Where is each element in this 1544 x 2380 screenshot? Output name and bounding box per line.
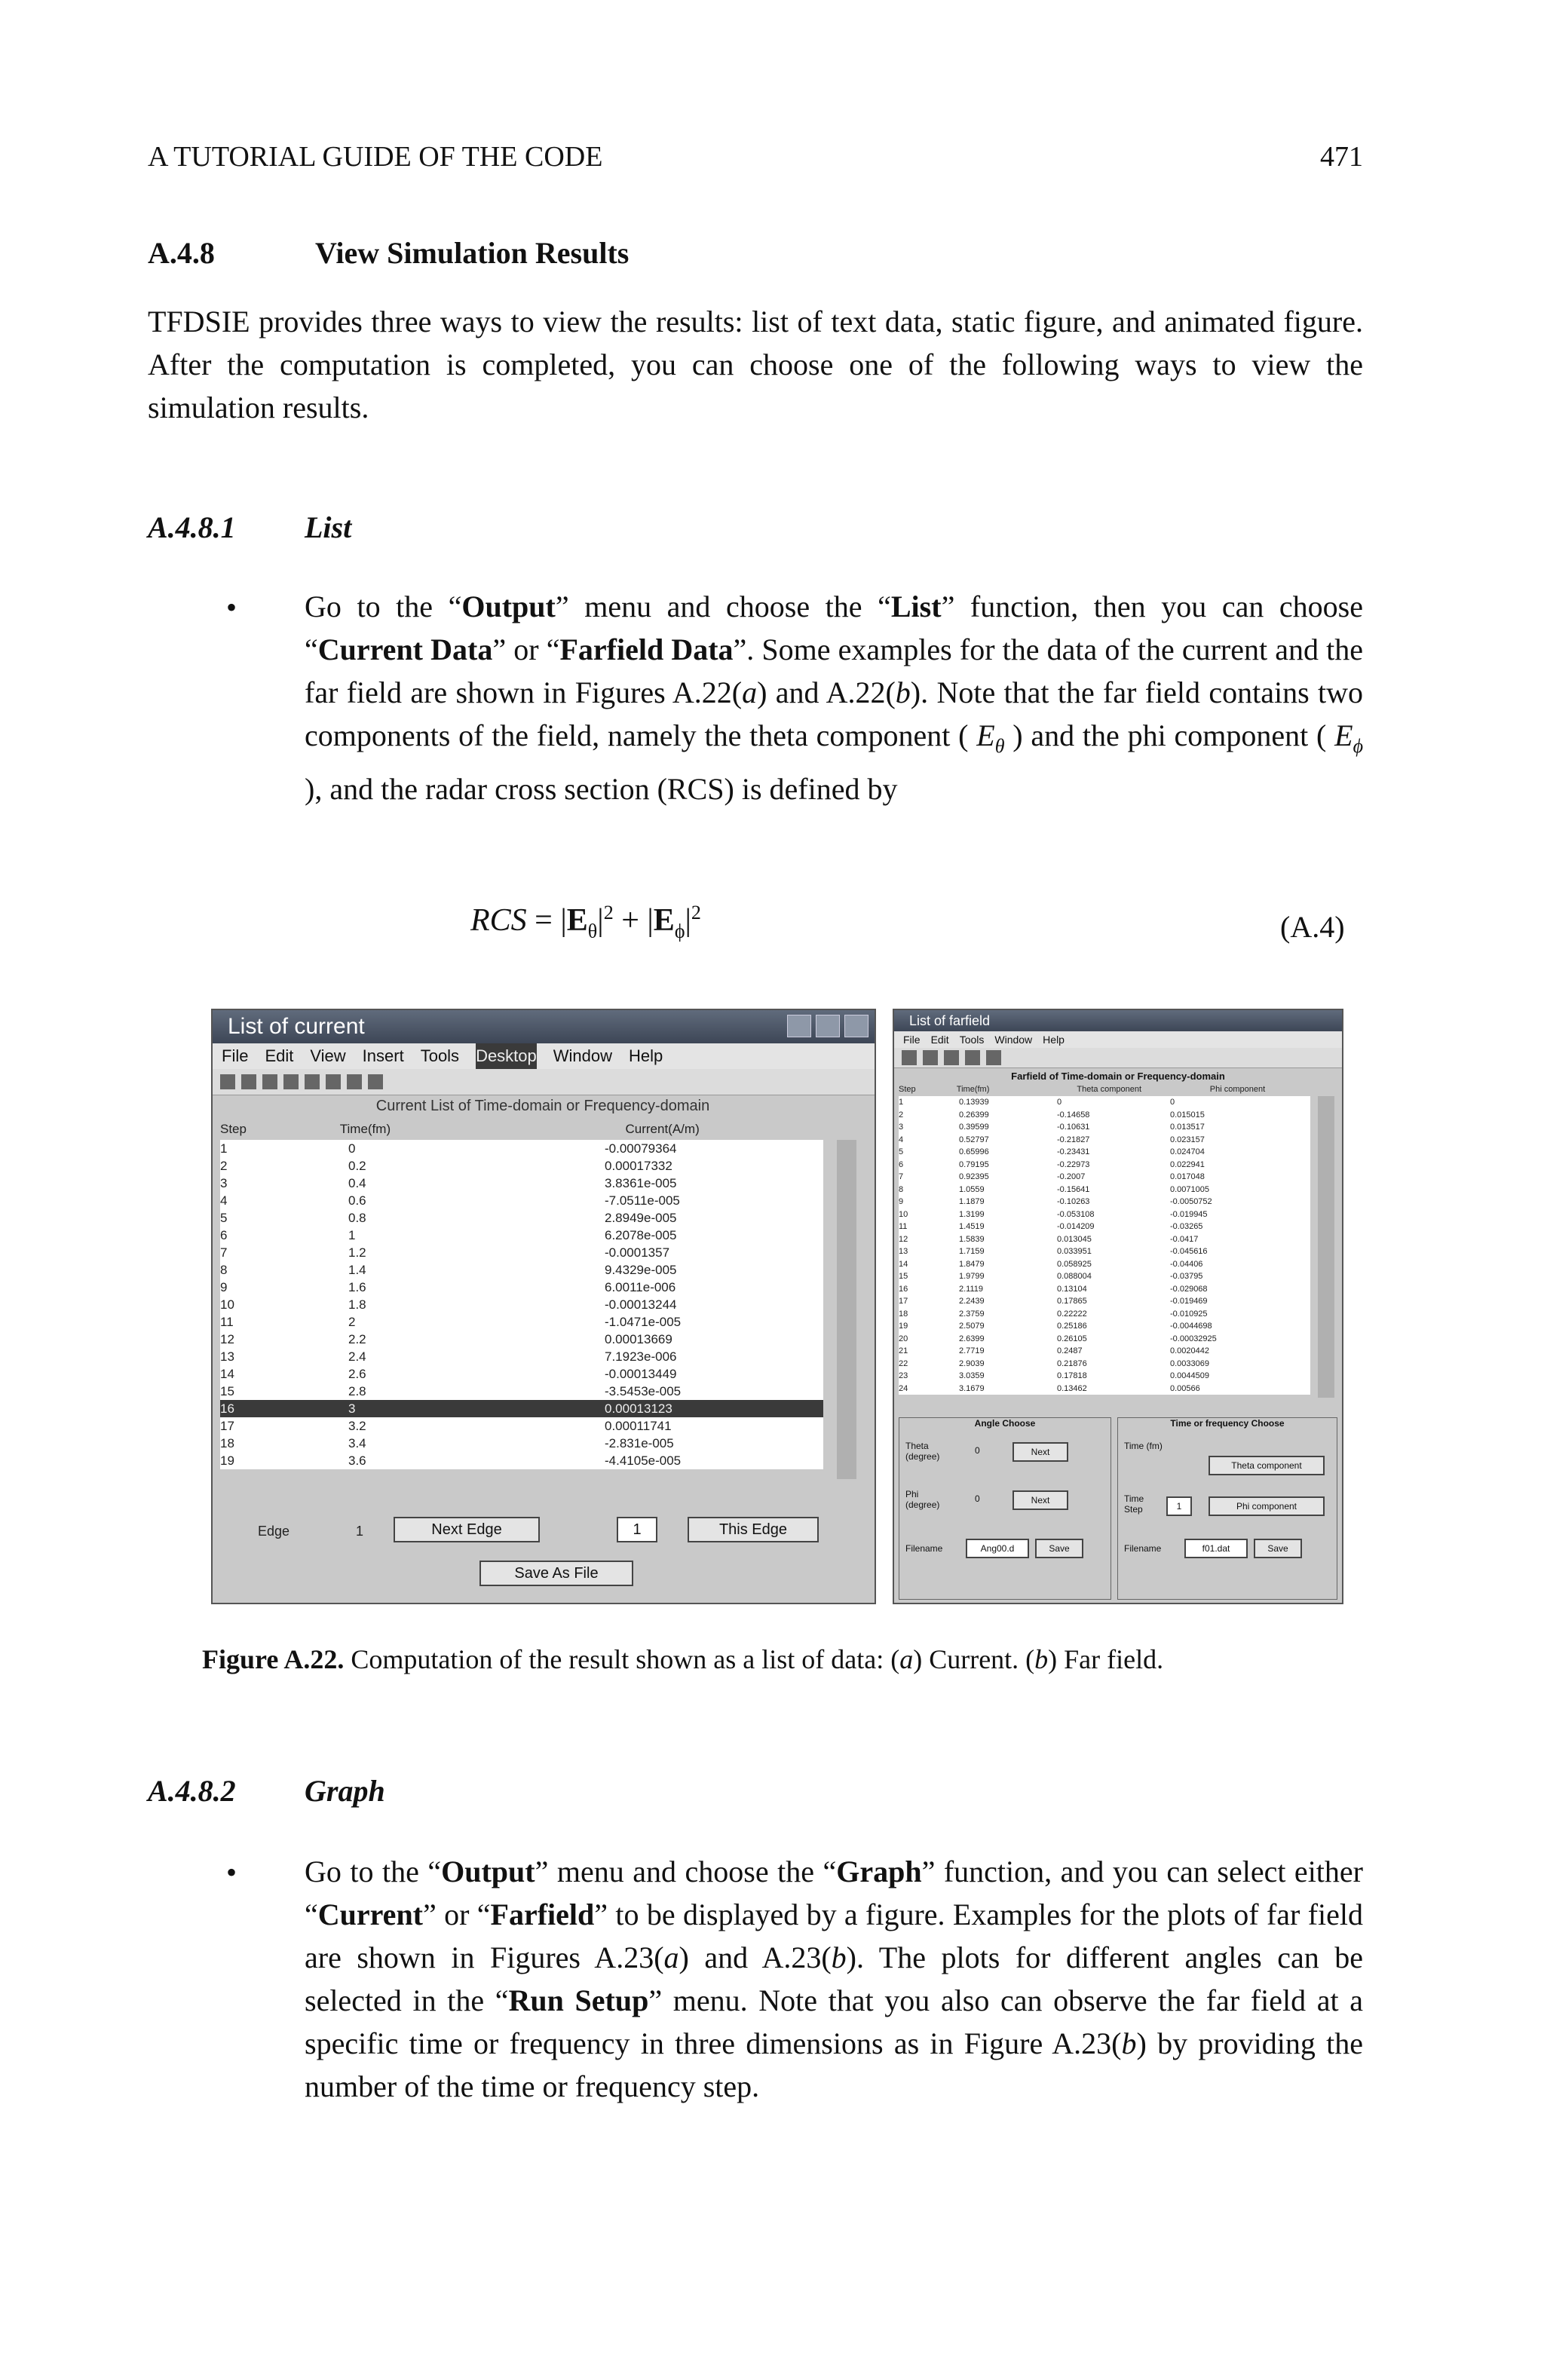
minimize-icon[interactable] — [787, 1015, 811, 1037]
table-row[interactable] — [220, 1192, 823, 1209]
table-cell: 0.17865 — [1057, 1297, 1087, 1306]
table-cell: 0.26105 — [1057, 1334, 1087, 1343]
table-row[interactable] — [220, 1279, 823, 1296]
table-cell: 1.2 — [348, 1245, 366, 1260]
table-cell: 6.0011e-006 — [605, 1280, 676, 1294]
table-cell: 0.024704 — [1170, 1147, 1205, 1156]
table-cell: 2.6 — [348, 1367, 366, 1381]
table-cell: 22 — [899, 1358, 908, 1368]
page-number: 471 — [1320, 141, 1363, 173]
table-row[interactable] — [899, 1146, 1310, 1159]
table-cell: 2.8949e-005 — [605, 1211, 677, 1225]
time-choose-group: Time or frequency Choose Time (fm) Theta component Time Step 1 Phi component Filename f01.dat Save — [1117, 1417, 1337, 1600]
maximize-icon[interactable] — [816, 1015, 840, 1037]
next-phi-button[interactable]: Next — [1012, 1490, 1068, 1510]
table-cell: 14 — [220, 1367, 234, 1381]
table-cell: 0.00013669 — [605, 1332, 672, 1346]
table-cell: -0.00013449 — [605, 1367, 677, 1381]
phi-label: Phi (degree) — [905, 1489, 940, 1510]
table-cell: 3.6 — [348, 1453, 366, 1468]
rcs-equation: RCS = $|E_\theta|^2 + |E_\phi|^2$ — [470, 902, 701, 942]
figure-b-farfield-window — [893, 1009, 1343, 1604]
table-row[interactable] — [899, 1184, 1310, 1196]
table-cell: 1.4519 — [959, 1222, 985, 1231]
menu-file[interactable]: File — [903, 1034, 921, 1046]
table-cell: 0.00013123 — [605, 1401, 672, 1416]
open-icon[interactable] — [923, 1050, 938, 1065]
table-cell: 0.13939 — [959, 1098, 989, 1107]
table-cell: 9 — [899, 1197, 904, 1206]
table-cell: 2 — [220, 1159, 228, 1173]
table-cell: -0.019469 — [1170, 1297, 1208, 1306]
table-cell: 2.1119 — [959, 1284, 984, 1294]
table-row[interactable] — [220, 1435, 823, 1452]
toolbar — [894, 1048, 1342, 1068]
table-cell: 2.6399 — [959, 1334, 985, 1343]
next-edge-button[interactable]: Next Edge — [394, 1517, 540, 1542]
table-row[interactable] — [899, 1320, 1310, 1333]
table-cell: 15 — [220, 1384, 234, 1398]
table-cell: 7 — [899, 1172, 904, 1181]
table-cell: 0.21876 — [1057, 1358, 1087, 1368]
subsection-title: Graph — [305, 1774, 385, 1808]
save-as-file-button[interactable]: Save As File — [479, 1561, 633, 1586]
table-cell: 2.2439 — [959, 1297, 985, 1306]
table-row[interactable] — [899, 1270, 1310, 1283]
table-cell: 1.6 — [348, 1280, 366, 1294]
table-cell: 2.7719 — [959, 1346, 985, 1355]
table-cell: -0.03795 — [1170, 1272, 1203, 1281]
menu-help[interactable]: Help — [1043, 1034, 1065, 1046]
table-cell: 0.22222 — [1057, 1309, 1087, 1319]
table-cell: 0.00017332 — [605, 1159, 672, 1173]
farfield-table[interactable] — [899, 1096, 1310, 1395]
table-cell: 0 — [348, 1141, 356, 1156]
table-row[interactable] — [899, 1258, 1310, 1271]
table-cell: 4 — [899, 1135, 904, 1144]
this-edge-button[interactable]: This Edge — [688, 1517, 819, 1542]
table-row[interactable] — [899, 1308, 1310, 1321]
table-row[interactable] — [899, 1159, 1310, 1172]
table-row[interactable] — [899, 1221, 1310, 1233]
table-cell: 24 — [899, 1383, 908, 1393]
table-row[interactable] — [899, 1208, 1310, 1221]
table-cell: 1.1879 — [959, 1197, 985, 1206]
table-cell: -4.4105e-005 — [605, 1453, 682, 1468]
table-cell: 0.26399 — [959, 1110, 989, 1120]
table-cell: 5 — [220, 1211, 228, 1225]
table-row[interactable] — [899, 1109, 1310, 1122]
table-cell: -0.04406 — [1170, 1259, 1203, 1269]
time-step-input[interactable]: 1 — [1166, 1496, 1192, 1516]
table-cell: 0.17818 — [1057, 1371, 1087, 1380]
table-cell: 0.00011741 — [605, 1419, 672, 1433]
section-title: View Simulation Results — [315, 236, 630, 270]
table-cell: 21 — [899, 1346, 908, 1355]
save-time-button[interactable]: Save — [1254, 1539, 1302, 1558]
table-cell: -0.00079364 — [605, 1141, 677, 1156]
table-cell: -0.029068 — [1170, 1284, 1208, 1294]
table-cell: -0.045616 — [1170, 1247, 1208, 1256]
running-head-title: A TUTORIAL GUIDE OF THE CODE — [148, 141, 603, 173]
table-cell: -0.010925 — [1170, 1309, 1208, 1319]
table-cell: 0.2487 — [1057, 1346, 1083, 1355]
bullet-icon: • — [226, 590, 237, 624]
table-cell: -0.00032925 — [1170, 1334, 1217, 1343]
table-row[interactable] — [220, 1452, 823, 1469]
table-cell: 1.8479 — [959, 1259, 985, 1269]
graph-bullet-paragraph: Go to the “Output” menu and choose the “Graph” function, and you can select either “Current” or “Farfield” to be displayed by a figure. Examples for the plots of far field are shown in Figures A.23(a) and A.23(b). The plots for different angles can be selected in the “Run Setup” menu. Note that you also can observe the far field at a specific time or frequency in three dimensions as in Figure A.23(b) by providing the number of the time or frequency step. — [305, 1855, 1364, 2103]
table-cell: 1.7159 — [959, 1247, 985, 1256]
pointer-icon[interactable] — [965, 1050, 980, 1065]
table-cell: 0.4 — [348, 1176, 366, 1190]
table-cell: 2.2 — [348, 1332, 366, 1346]
table-cell: -0.14658 — [1057, 1110, 1090, 1120]
table-cell: 0.13104 — [1057, 1284, 1087, 1294]
table-cell: 1.0559 — [959, 1184, 985, 1194]
theta-label: Theta (degree) — [905, 1441, 940, 1462]
table-cell: 0.0044509 — [1170, 1371, 1209, 1380]
table-row[interactable] — [899, 1370, 1310, 1383]
phi-component-button[interactable]: Phi component — [1209, 1496, 1325, 1516]
table-cell: 3.4 — [348, 1436, 366, 1450]
table-cell: 0.25186 — [1057, 1322, 1087, 1331]
menu-edit[interactable]: Edit — [265, 1046, 294, 1065]
table-cell: 4 — [220, 1193, 228, 1208]
table-cell: 0.058925 — [1057, 1259, 1092, 1269]
table-cell: 18 — [220, 1436, 234, 1450]
table-cell: 9 — [220, 1280, 228, 1294]
table-cell: 23 — [899, 1371, 908, 1380]
menu-view[interactable]: View — [310, 1046, 346, 1065]
table-cell: -2.831e-005 — [605, 1436, 674, 1450]
table-cell: 1.5839 — [959, 1234, 985, 1244]
time-step-label: Time Step — [1124, 1493, 1144, 1515]
table-cell: 3 — [220, 1176, 228, 1190]
menu-bar — [213, 1043, 875, 1069]
table-cell: 6 — [899, 1159, 904, 1169]
table-row[interactable] — [220, 1157, 823, 1175]
bullet-icon: • — [226, 1855, 237, 1889]
table-cell: -0.053108 — [1057, 1209, 1095, 1219]
window-titlebar: List of farfield — [894, 1010, 1342, 1031]
table-cell: 15 — [899, 1272, 908, 1281]
menu-window[interactable]: Window — [553, 1046, 613, 1065]
menu-window[interactable]: Window — [994, 1034, 1033, 1046]
subsection-heading-list — [148, 510, 351, 545]
table-cell: 8 — [220, 1263, 228, 1277]
table-cell: 14 — [899, 1259, 908, 1269]
table-cell: -7.0511e-005 — [605, 1193, 680, 1208]
text-icon[interactable] — [986, 1050, 1001, 1065]
e-phi-symbol: $E_\phi$ — [1334, 718, 1364, 757]
section-heading — [148, 235, 629, 271]
table-cell: 0.023157 — [1170, 1135, 1205, 1144]
table-cell: 0.92395 — [959, 1172, 989, 1181]
table-row[interactable] — [899, 1121, 1310, 1134]
table-row[interactable] — [220, 1417, 823, 1435]
table-row[interactable] — [220, 1383, 823, 1400]
table-cell: 6.2078e-005 — [605, 1228, 677, 1242]
table-cell: -0.0417 — [1170, 1234, 1199, 1244]
e-theta-symbol: $E_\theta$ — [976, 718, 1005, 757]
table-cell: 3.0359 — [959, 1371, 985, 1380]
list-heading: Current List of Time-domain or Frequency-domain — [375, 1098, 710, 1114]
table-cell: 16 — [899, 1284, 908, 1294]
table-cell: 7 — [220, 1245, 228, 1260]
zoom-in-icon[interactable] — [326, 1074, 341, 1089]
angle-choose-group: Angle Choose Theta (degree) 0 Next Phi (degree) 0 Next Filename Ang00.d Save — [899, 1417, 1111, 1600]
table-cell: -3.5453e-005 — [605, 1384, 682, 1398]
table-row[interactable] — [899, 1196, 1310, 1208]
table-cell: 0.013517 — [1170, 1123, 1205, 1132]
table-cell: 19 — [899, 1322, 908, 1331]
table-cell: 0 — [1057, 1098, 1062, 1107]
table-cell: 20 — [899, 1334, 908, 1343]
phi-value: 0 — [975, 1493, 980, 1504]
table-cell: -0.014209 — [1057, 1222, 1095, 1231]
table-cell: 0.6 — [348, 1193, 366, 1208]
table-cell: 1 — [220, 1141, 228, 1156]
table-cell: 0.017048 — [1170, 1172, 1205, 1181]
subsection-number: A.4.8.2 — [148, 1774, 236, 1808]
table-row[interactable] — [899, 1134, 1310, 1147]
table-row[interactable] — [220, 1261, 823, 1279]
table-cell: 1.9799 — [959, 1272, 985, 1281]
save-icon[interactable] — [944, 1050, 959, 1065]
table-cell: 0.2 — [348, 1159, 366, 1173]
table-cell: 1.8 — [348, 1297, 366, 1312]
table-cell: 0.65996 — [959, 1147, 989, 1156]
new-icon[interactable] — [902, 1050, 917, 1065]
menu-help[interactable]: Help — [629, 1046, 663, 1065]
subsection-number: A.4.8.1 — [148, 510, 236, 544]
edge-value: 1 — [356, 1524, 364, 1539]
table-cell: 10 — [220, 1297, 234, 1312]
table-cell: 2.3759 — [959, 1309, 985, 1319]
table-cell: 10 — [899, 1209, 908, 1219]
table-cell: 0.0071005 — [1170, 1184, 1209, 1194]
table-cell: 1 — [348, 1228, 356, 1242]
rotate-icon[interactable] — [368, 1074, 383, 1089]
zoom-out-icon[interactable] — [347, 1074, 362, 1089]
table-row[interactable] — [899, 1096, 1310, 1109]
table-row[interactable] — [220, 1175, 823, 1192]
column-headers: Step Time(fm) Theta component Phi component — [899, 1085, 1266, 1094]
table-cell: 3 — [348, 1401, 356, 1416]
table-cell: -0.10631 — [1057, 1123, 1090, 1132]
close-icon[interactable] — [844, 1015, 868, 1037]
running-head — [148, 140, 1363, 173]
table-cell: 17 — [899, 1297, 908, 1306]
table-cell: -0.23431 — [1057, 1147, 1090, 1156]
menu-file[interactable]: File — [222, 1046, 249, 1065]
table-row[interactable] — [220, 1313, 823, 1331]
window-titlebar: List of current — [213, 1010, 875, 1043]
table-row[interactable] — [220, 1140, 823, 1157]
table-cell: 2.5079 — [959, 1322, 985, 1331]
table-row[interactable] — [899, 1295, 1310, 1308]
table-cell: 5 — [899, 1147, 904, 1156]
table-row[interactable] — [220, 1209, 823, 1227]
table-row[interactable] — [899, 1345, 1310, 1358]
table-cell: 0.0033069 — [1170, 1358, 1209, 1368]
subsection-heading-graph — [148, 1773, 385, 1809]
intro-paragraph: TFDSIE provides three ways to view the results: list of text data, static figure, and animated figure. After the computation is completed, you can choose one of the following ways to view the simulation results. — [148, 305, 1363, 424]
table-cell: 3.2 — [348, 1419, 366, 1433]
table-cell: 0.0020442 — [1170, 1346, 1209, 1355]
table-row[interactable] — [220, 1227, 823, 1244]
theta-value: 0 — [975, 1445, 980, 1456]
next-theta-button[interactable]: Next — [1012, 1442, 1068, 1462]
table-cell: 1.4 — [348, 1263, 366, 1277]
table-cell: 0.022941 — [1170, 1159, 1205, 1169]
table-cell: 0.13462 — [1057, 1383, 1087, 1393]
table-cell: 13 — [220, 1349, 234, 1364]
table-cell: 2.9039 — [959, 1358, 985, 1368]
column-headers: Step Time(fm) Current(A/m) — [220, 1122, 700, 1136]
table-cell: 1.3199 — [959, 1209, 985, 1219]
figure-caption: Figure A.22. Computation of the result shown as a list of data: (a) Current. (b) Far field. — [202, 1644, 1164, 1674]
table-cell: 6 — [220, 1228, 228, 1242]
table-cell: -0.03265 — [1170, 1222, 1203, 1231]
table-cell: 3.8361e-005 — [605, 1176, 677, 1190]
table-cell: 11 — [220, 1315, 234, 1329]
theta-component-button[interactable]: Theta component — [1209, 1456, 1325, 1475]
figure-a-current-window — [211, 1009, 876, 1604]
table-cell: 9.4329e-005 — [605, 1263, 677, 1277]
table-cell: 2 — [348, 1315, 356, 1329]
table-cell: 19 — [220, 1453, 234, 1468]
menu-insert[interactable]: Insert — [362, 1046, 404, 1065]
table-row[interactable] — [899, 1358, 1310, 1371]
table-cell: -0.21827 — [1057, 1135, 1090, 1144]
table-cell: -0.00013244 — [605, 1297, 677, 1312]
menu-tools[interactable]: Tools — [959, 1034, 985, 1046]
table-cell: 13 — [899, 1247, 908, 1256]
table-row[interactable] — [220, 1296, 823, 1313]
table-cell: 0.52797 — [959, 1135, 989, 1144]
table-row[interactable] — [220, 1348, 823, 1365]
list-heading: Farfield of Time-domain or Frequency-domain — [1011, 1071, 1225, 1082]
table-row[interactable] — [220, 1244, 823, 1261]
filename-label: Filename — [905, 1543, 943, 1554]
table-cell: 0.015015 — [1170, 1110, 1205, 1120]
menu-tools[interactable]: Tools — [420, 1046, 460, 1065]
table-cell: 3.1679 — [959, 1383, 985, 1393]
table-cell: 17 — [220, 1419, 234, 1433]
table-cell: 0.8 — [348, 1211, 366, 1225]
table-row[interactable] — [899, 1383, 1310, 1395]
table-cell: -0.0044698 — [1170, 1322, 1212, 1331]
save-angle-button[interactable]: Save — [1035, 1539, 1083, 1558]
filename-input[interactable]: f01.dat — [1184, 1539, 1248, 1558]
menu-desktop[interactable]: Desktop — [476, 1043, 537, 1069]
table-cell: 0.013045 — [1057, 1234, 1092, 1244]
table-row[interactable] — [220, 1365, 823, 1383]
table-cell: 0.79195 — [959, 1159, 989, 1169]
table-cell: 12 — [899, 1234, 908, 1244]
toolbar — [213, 1069, 875, 1095]
vertical-scrollbar[interactable] — [1318, 1096, 1334, 1398]
section-number: A.4.8 — [148, 236, 215, 270]
table-cell: -0.0050752 — [1170, 1197, 1212, 1206]
edge-input[interactable]: 1 — [617, 1517, 657, 1542]
filename-input[interactable]: Ang00.d — [966, 1539, 1029, 1558]
table-cell: 3 — [899, 1123, 904, 1132]
open-icon[interactable] — [241, 1074, 256, 1089]
table-cell: 0.088004 — [1057, 1272, 1092, 1281]
menu-edit[interactable]: Edit — [930, 1034, 949, 1046]
table-cell: -0.019945 — [1170, 1209, 1208, 1219]
table-cell: 2.8 — [348, 1384, 366, 1398]
table-cell: 8 — [899, 1184, 904, 1194]
table-cell: -0.22973 — [1057, 1159, 1090, 1169]
table-cell: 0 — [1170, 1098, 1175, 1107]
save-icon[interactable] — [262, 1074, 277, 1089]
table-row[interactable] — [899, 1333, 1310, 1346]
table-row[interactable] — [899, 1233, 1310, 1246]
table-row[interactable] — [220, 1400, 823, 1417]
menu-bar — [894, 1031, 1342, 1048]
edge-label: Edge — [258, 1524, 290, 1539]
table-cell: -1.0471e-005 — [605, 1315, 682, 1329]
filename-label: Filename — [1124, 1543, 1162, 1554]
table-cell: -0.10263 — [1057, 1197, 1090, 1206]
table-cell: -0.15641 — [1057, 1184, 1090, 1194]
list-bullet-paragraph: Go to the “Output” menu and choose the “List” function, then you can choose “Current Data” or “Farfield Data”. Some examples for the data of the current and the far field are shown in Figures A.22(a) and A.22(b). Note that the far field contains two components of the field, namely the theta component ( $E_\theta$ ) and the phi component ( $E_\phi$ ), and the radar cross section (RCS) is defined by — [305, 590, 1364, 806]
vertical-scrollbar[interactable] — [837, 1140, 856, 1479]
table-cell: -0.2007 — [1057, 1172, 1086, 1181]
table-row[interactable] — [899, 1245, 1310, 1258]
subsection-title: List — [305, 510, 352, 544]
table-cell: 2.4 — [348, 1349, 366, 1364]
table-cell: 7.1923e-006 — [605, 1349, 677, 1364]
equation-number: (A.4) — [1280, 910, 1345, 944]
table-cell: 0.033951 — [1057, 1247, 1092, 1256]
table-cell: 16 — [220, 1401, 234, 1416]
pointer-icon[interactable] — [305, 1074, 320, 1089]
table-cell: 1 — [899, 1098, 904, 1107]
new-icon[interactable] — [220, 1074, 235, 1089]
table-cell: 0.00566 — [1170, 1383, 1200, 1393]
print-icon[interactable] — [283, 1074, 299, 1089]
current-table[interactable] — [220, 1140, 823, 1469]
table-cell: 2 — [899, 1110, 904, 1120]
table-row[interactable] — [899, 1283, 1310, 1296]
table-cell: 0.39599 — [959, 1123, 989, 1132]
table-row[interactable] — [899, 1171, 1310, 1184]
table-cell: -0.0001357 — [605, 1245, 670, 1260]
time-label: Time (fm) — [1124, 1441, 1163, 1451]
table-cell: 18 — [899, 1309, 908, 1319]
table-cell: 11 — [899, 1222, 908, 1231]
table-cell: 12 — [220, 1332, 234, 1346]
table-row[interactable] — [220, 1331, 823, 1348]
